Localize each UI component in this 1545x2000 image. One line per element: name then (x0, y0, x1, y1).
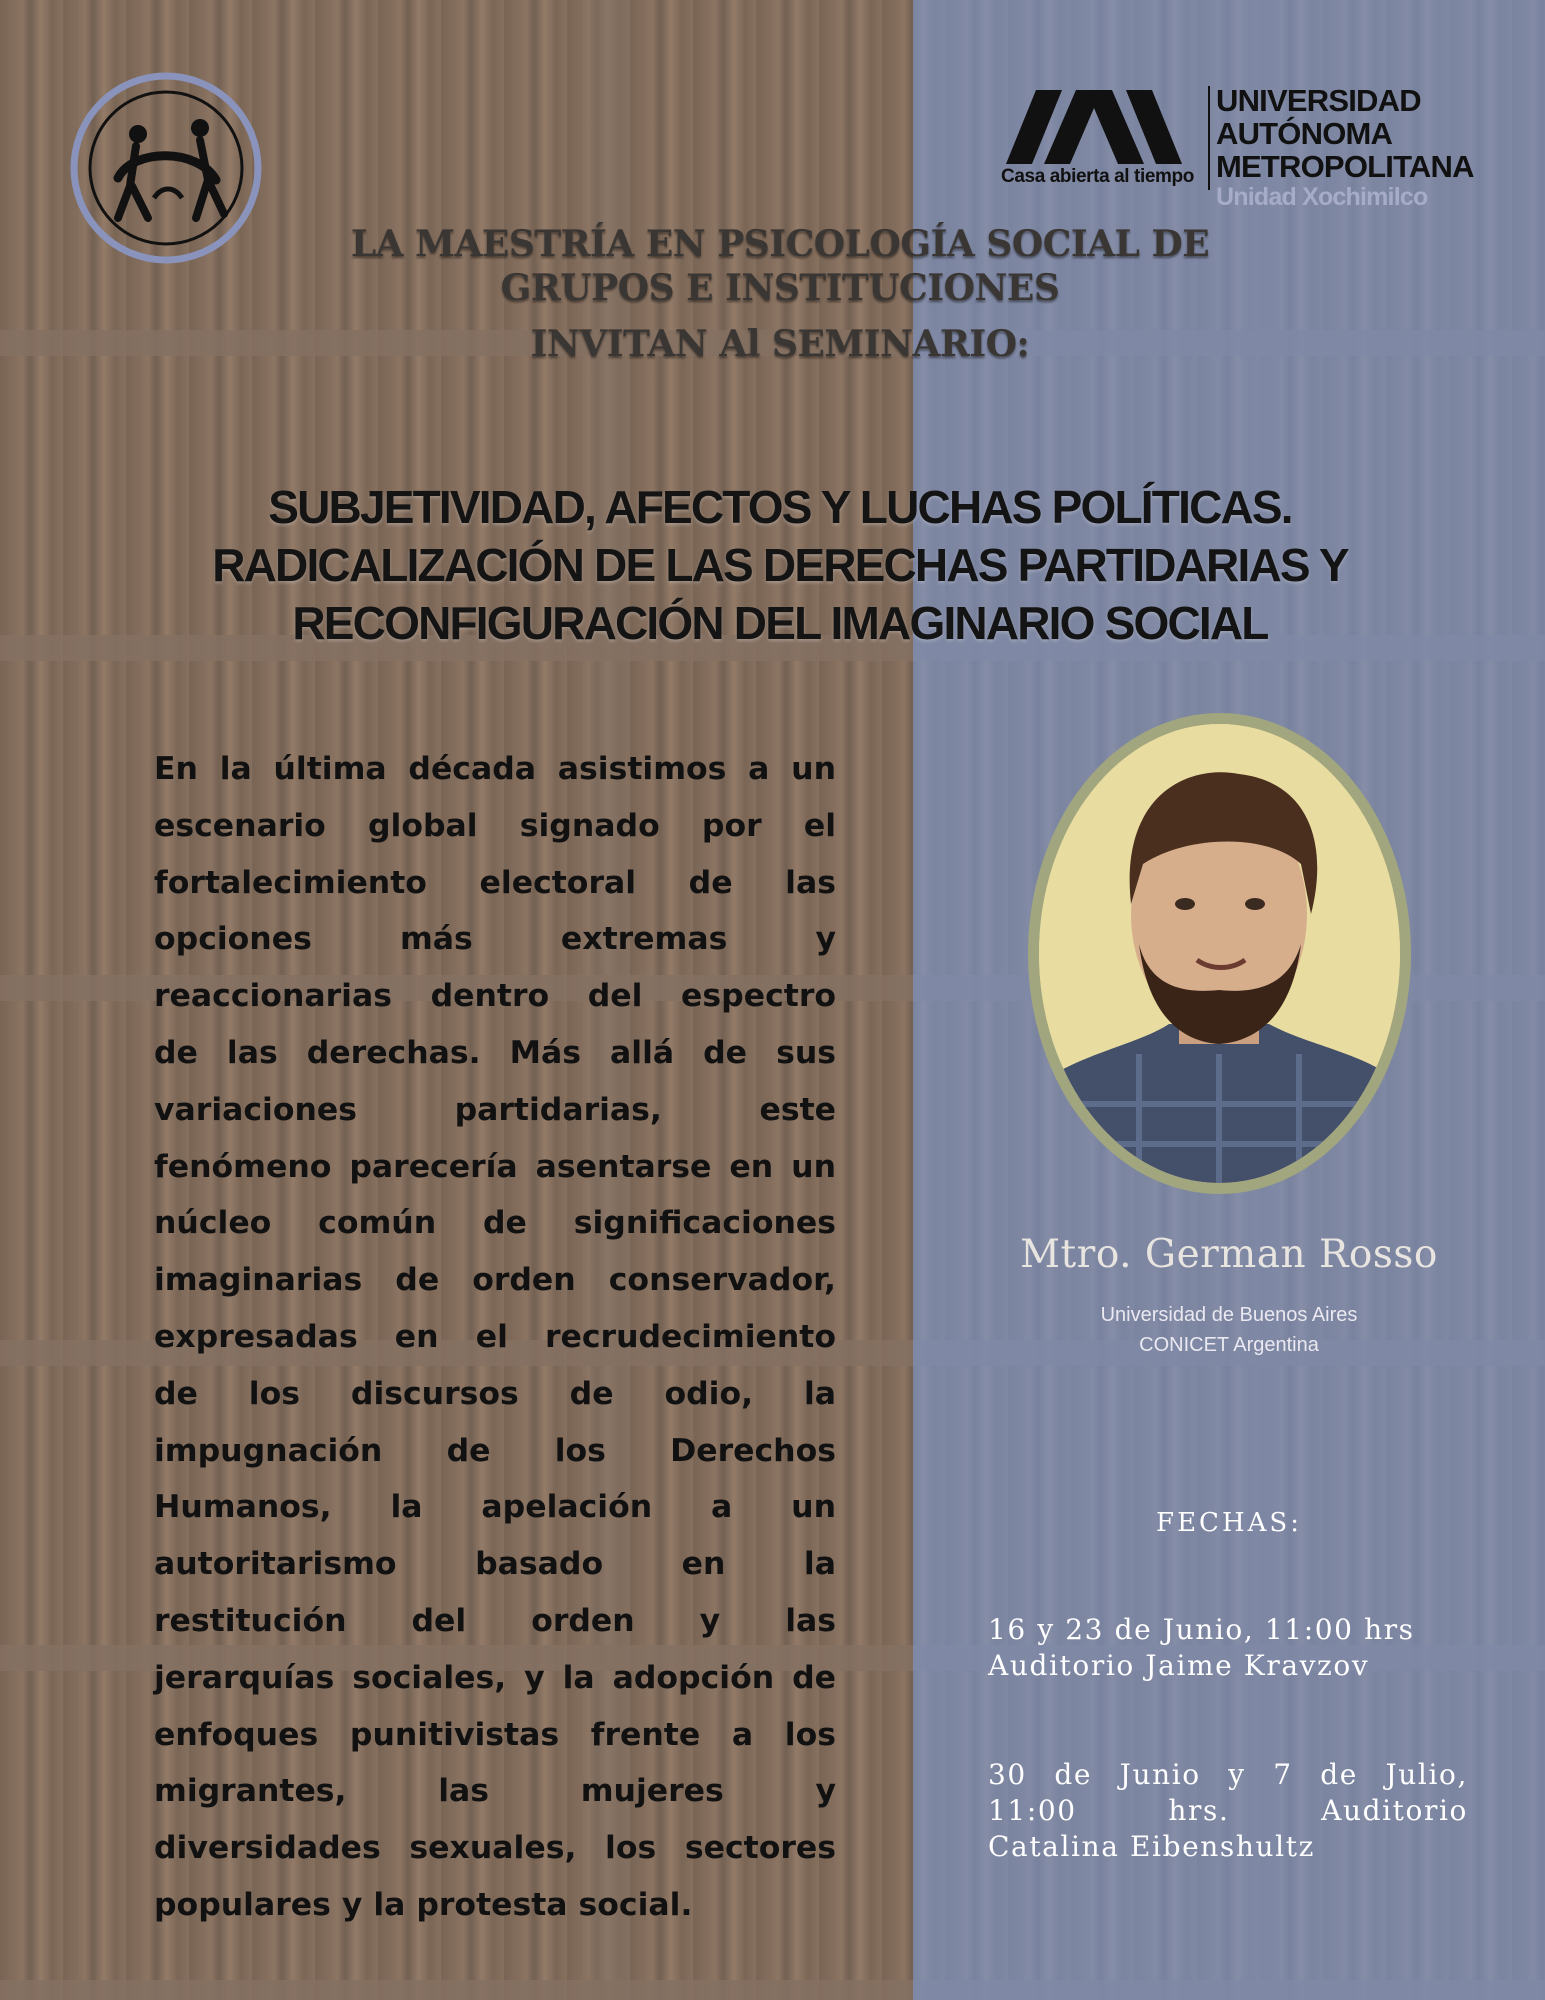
description-line: impugnación de los Derechos (154, 1432, 836, 1469)
description-line: fortalecimiento electoral de las (154, 864, 836, 901)
description-line: populares y la protesta social. (154, 1886, 693, 1923)
invite-line: INVITAN Al SEMINARIO: (530, 323, 1030, 365)
host-heading (300, 222, 1260, 366)
description-line: núcleo común de significaciones (154, 1205, 836, 1242)
speaker-affiliation: Universidad de Buenos Aires (1100, 1304, 1358, 1326)
description-line: opciones más extremas y (154, 921, 836, 958)
description-line: reaccionarias dentro del espectro (154, 978, 836, 1015)
description-line: enfoques punitivistas frente a los (154, 1716, 836, 1753)
uam-unit: Unidad Xochimilco (1216, 183, 1428, 211)
uam-name-line: METROPOLITANA (1216, 149, 1474, 184)
date-line: 16 y 23 de Junio, 11:00 hrs (988, 1613, 1415, 1646)
description-line: de las derechas. Más allá de sus (154, 1034, 836, 1071)
speaker-photo-frame (1028, 713, 1411, 1194)
date-entry-2 (988, 1757, 1468, 1865)
uam-tagline: Casa abierta al tiempo (1001, 166, 1194, 187)
uam-name-line: AUTÓNOMA (1216, 116, 1393, 151)
title-line: RECONFIGURACIÓN DEL IMAGINARIO SOCIAL (292, 597, 1268, 649)
title-line: SUBJETIVIDAD, AFECTOS Y LUCHAS POLÍTICAS. (268, 481, 1292, 533)
description-line: Humanos, la apelación a un (154, 1489, 836, 1526)
uam-separator (1208, 86, 1210, 190)
description-line: imaginarias de orden conservador, (154, 1262, 836, 1299)
seminar-title (150, 478, 1410, 652)
circular-figures-logo-icon (58, 68, 263, 273)
date-line: 11:00 hrs. Auditorio (988, 1794, 1468, 1827)
dates-heading: FECHAS: (1156, 1508, 1302, 1538)
description-line: En la última década asistimos a un (154, 751, 836, 787)
uam-name (1216, 84, 1474, 211)
description-line: de los discursos de odio, la (154, 1375, 836, 1412)
date-line: 30 de Junio y 7 de Julio, (988, 1758, 1468, 1791)
description-line: fenómeno parecería asentarse en un (154, 1148, 836, 1185)
description-line: migrantes, las mujeres y (154, 1773, 836, 1810)
description-line: jerarquías sociales, y la adopción de (154, 1659, 836, 1696)
description-line: escenario global signado por el (154, 807, 836, 844)
description-line: diversidades sexuales, los sectores (154, 1830, 836, 1867)
speaker-portrait-icon (1039, 724, 1400, 1183)
uam-logo-mark-icon (1006, 90, 1182, 164)
uam-name-line: UNIVERSIDAD (1216, 83, 1421, 118)
description-line: expresadas en el recrudecimiento (154, 1318, 836, 1355)
seminar-description (154, 741, 836, 1934)
host-line: GRUPOS E INSTITUCIONES (500, 267, 1060, 309)
date-line: Auditorio Jaime Kravzov (988, 1649, 1370, 1682)
description-line: autoritarismo basado en la (154, 1546, 836, 1583)
date-line: Catalina Eibenshultz (988, 1830, 1315, 1863)
date-entry-1 (988, 1612, 1468, 1684)
host-line: LA MAESTRÍA EN PSICOLOGÍA SOCIAL DE (350, 223, 1210, 265)
speaker-name: Mtro. German Rosso (1020, 1232, 1438, 1277)
description-line: variaciones partidarias, este (154, 1091, 836, 1128)
description-line: restitución del orden y las (154, 1602, 836, 1639)
speaker-affiliation: CONICET Argentina (1139, 1334, 1319, 1356)
uam-logo (990, 83, 1474, 224)
title-line: RADICALIZACIÓN DE LAS DERECHAS PARTIDARIAS Y (212, 539, 1348, 591)
